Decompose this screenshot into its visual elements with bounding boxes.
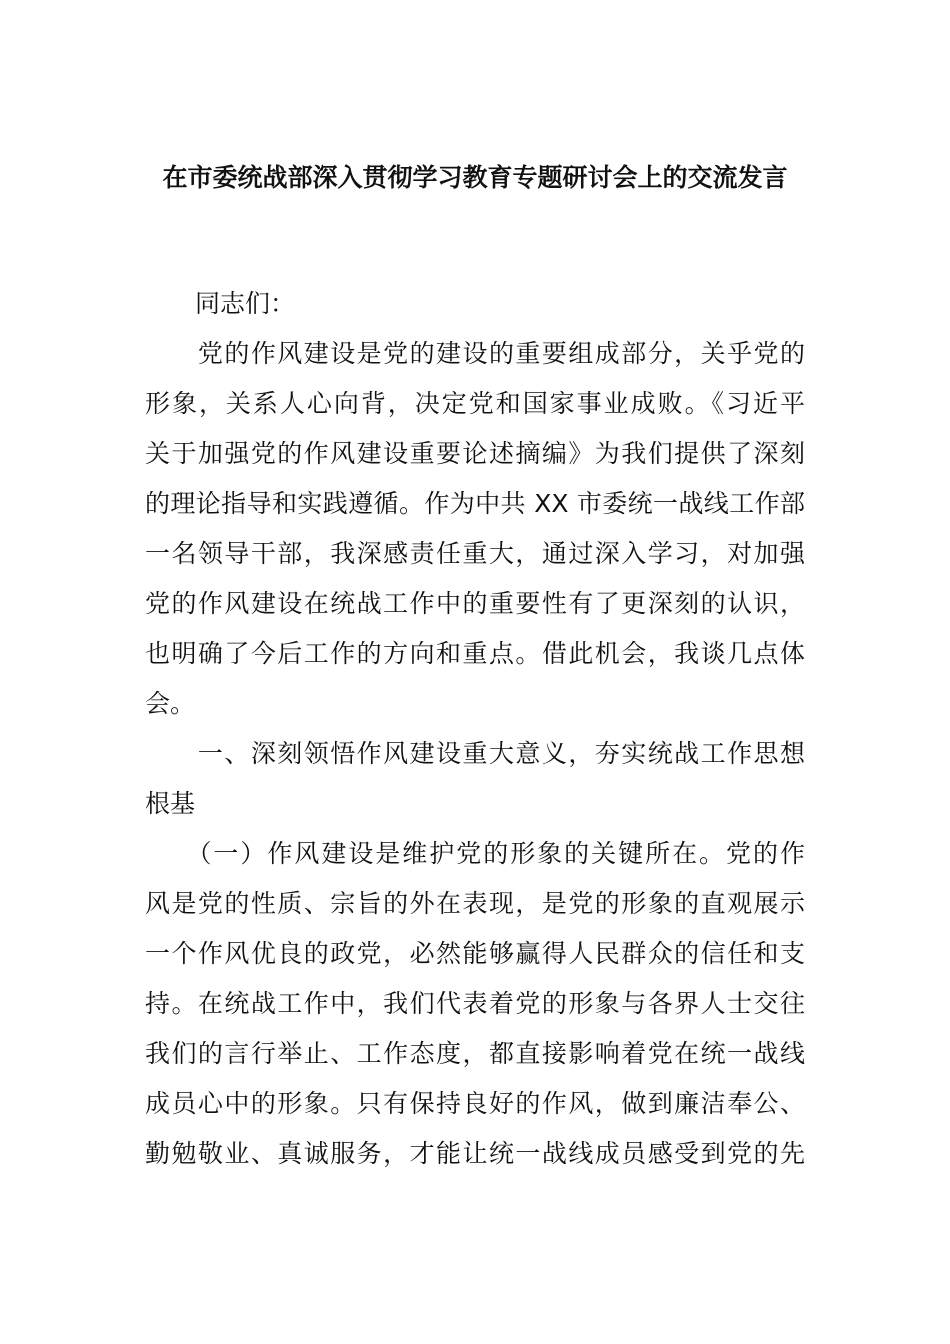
section-heading-line: 根基 — [145, 789, 196, 818]
paragraph-line: 我们的言行举止、工作态度，都直接影响着党在统一战线 — [145, 1039, 805, 1068]
paragraph-line: 勤勉敬业、真诚服务，才能让统一战线成员感受到党的先 — [145, 1139, 805, 1168]
paragraph-line: （一）作风建设是维护党的形象的关键所在。党的作 — [145, 839, 805, 868]
paragraph-line: 的理论指导和实践遵循。作为中共 XX 市委统一战线工作部 — [145, 489, 805, 518]
paragraph-line: 成员心中的形象。只有保持良好的作风，做到廉洁奉公、 — [145, 1089, 805, 1118]
paragraph-line: 形象，关系人心向背，决定党和国家事业成败。《习近平 — [145, 389, 805, 418]
paragraph-line: 关于加强党的作风建设重要论述摘编》为我们提供了深刻 — [145, 439, 805, 468]
paragraph-line: 会。 — [145, 689, 196, 718]
section-heading-line: 一、深刻领悟作风建设重大意义，夯实统战工作思想 — [145, 739, 805, 768]
paragraph-line: 持。在统战工作中，我们代表着党的形象与各界人士交往 — [145, 989, 805, 1018]
paragraph-line: 一名领导干部，我深感责任重大，通过深入学习，对加强 — [145, 539, 805, 568]
paragraph-line: 党的作风建设在统战工作中的重要性有了更深刻的认识， — [145, 589, 805, 618]
paragraph-line: 风是党的性质、宗旨的外在表现，是党的形象的直观展示 — [145, 889, 805, 918]
line-greeting: 同志们： — [145, 289, 296, 318]
paragraph-line: 也明确了今后工作的方向和重点。借此机会，我谈几点体 — [145, 639, 805, 668]
paragraph-line: 党的作风建设是党的建设的重要组成部分，关乎党的 — [145, 339, 805, 368]
paragraph-line: 一个作风优良的政党，必然能够赢得人民群众的信任和支 — [145, 939, 805, 968]
document-title: 在市委统战部深入贯彻学习教育专题研讨会上的交流发言 — [162, 163, 788, 192]
